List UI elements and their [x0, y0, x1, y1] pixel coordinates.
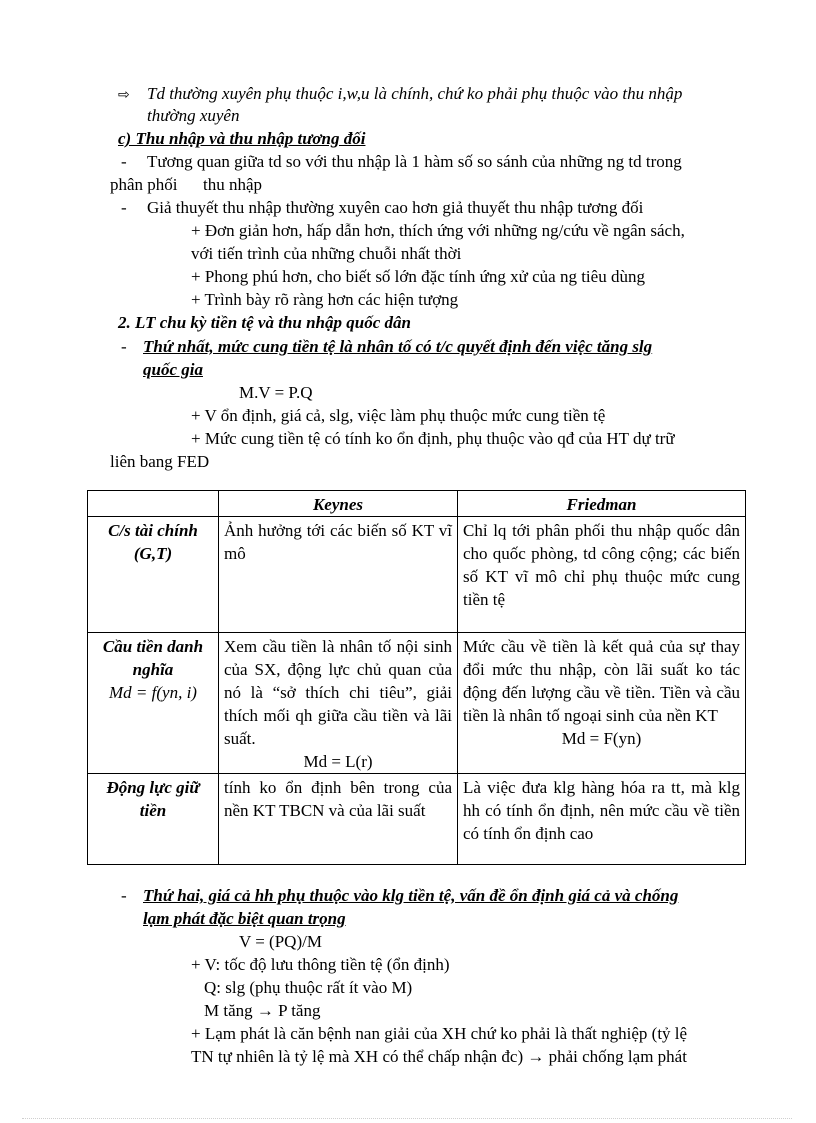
- bullet-dash: -: [121, 886, 127, 905]
- table-row: [88, 633, 746, 774]
- friedman-fiscal-policy: Chỉ lq tới phân phối thu nhập quốc dân cho quốc phòng, td công cộng; các biến số KT vĩ mô chỉ phụ thuộc mức cung tiền tệ: [458, 517, 746, 633]
- second-formula: V = (PQ)/M: [239, 932, 322, 951]
- section-2-first-line-1: Thứ nhất, mức cung tiền tệ là nhân tố có t/c quyết định đến việc tăng slg: [143, 337, 653, 356]
- header-keynes: Keynes: [219, 491, 458, 517]
- section-c-sub-3: + Trình bày rõ ràng hơn các hiện tượng: [191, 290, 459, 309]
- header-empty-cell: [88, 491, 219, 517]
- row-label-line: tiền: [139, 801, 167, 820]
- section-c-bullet-1-line-2: phân phối thu nhập: [110, 175, 263, 194]
- table-row: [88, 517, 746, 633]
- second-inflation-line-1: + Lạm phát là căn bệnh nan giải của XH chứ ko phải là thất nghiệp (tỷ lệ: [191, 1024, 688, 1043]
- bullet-dash: -: [121, 198, 127, 217]
- section-c-bullet-1-line-1: Tương quan giữa td so với thu nhập là 1 hàm số so sánh của những ng td trong: [147, 152, 682, 171]
- row-label-line: C/s tài chính: [108, 521, 198, 540]
- keynes-money-demand: [219, 633, 458, 774]
- section-c-bullet-2: Giả thuyết thu nhập thường xuyên cao hơn giả thuyết thu nhập tương đối: [147, 198, 644, 217]
- friedman-holding-motive: Là việc đưa klg hàng hóa ra tt, mà klg hh có tính ổn định, nên mức cầu về tiền có tính ổn định cao: [458, 774, 746, 865]
- section-c-sub-2: + Phong phú hơn, cho biết số lớn đặc tính ứng xử của ng tiêu dùng: [191, 267, 645, 286]
- header-friedman: Friedman: [458, 491, 746, 517]
- row-label-fiscal-policy: [88, 517, 219, 633]
- second-inflation-line-2: TN tự nhiên là tỷ lệ mà XH có thể chấp nhận đc) → phải chống lạm phát: [191, 1047, 687, 1066]
- table-row: [88, 774, 746, 865]
- section-2-point-2-line-1: + Mức cung tiền tệ có tính ko ổn định, phụ thuộc vào qđ của HT dự trữ: [191, 429, 675, 448]
- section-2-first-line-2: quốc gia: [143, 360, 203, 379]
- section-2-heading: 2. LT chu kỳ tiền tệ và thu nhập quốc dân: [118, 313, 411, 332]
- page-bottom-rule: [22, 1118, 792, 1119]
- second-v-definition: + V: tốc độ lưu thông tiền tệ (ổn định): [191, 955, 450, 974]
- row-label-line: Cầu tiền danh: [102, 637, 204, 656]
- money-demand-formula: Md = f(yn, i): [109, 683, 197, 702]
- intro-line-1: Td thường xuyên phụ thuộc i,w,u là chính, chứ ko phải phụ thuộc vào thu nhập: [147, 84, 683, 103]
- table-header-row: [88, 491, 746, 517]
- bullet-dash: -: [121, 337, 127, 356]
- row-label-money-demand: [88, 633, 219, 774]
- friedman-money-demand-text: Mức cầu về tiền là kết quả của sự thay đổi mức thu nhập, còn lãi suất ko tác động đến lượng cầu về tiền. Tiền và cầu tiền là nhân tố ngoại sinh của nền KT: [463, 637, 740, 725]
- intro-arrow: [118, 82, 130, 107]
- friedman-money-demand-formula: Md = F(yn): [561, 729, 642, 748]
- second-line-1: Thứ hai, giá cả hh phụ thuộc vào klg tiền tệ, vấn đề ổn định giá cả và chống: [143, 886, 679, 905]
- row-label-line: (G,T): [133, 544, 173, 563]
- section-2-point-2-line-2: liên bang FED: [110, 452, 210, 471]
- section-c-sub-1-line-1: + Đơn giản hơn, hấp dẫn hơn, thích ứng với những ng/cứu về ngân sách,: [191, 221, 685, 240]
- keynes-money-demand-text: Xem cầu tiền là nhân tố nội sinh của SX, động lực chủ quan của nó là “sở thích chi tiêu”, giải thích mối qh giữa cầu tiền và lãi suất.: [224, 637, 452, 748]
- intro-line-2: thường xuyên: [147, 106, 240, 125]
- second-line-2: lạm phát đặc biệt quan trọng: [143, 909, 346, 928]
- section-c-sub-1-line-2: với tiến trình của những chuỗi nhất thời: [191, 244, 462, 263]
- row-label-line: Động lực giữ: [106, 778, 200, 797]
- second-m-rise: M tăng → P tăng: [204, 1001, 321, 1020]
- section-c-heading: c) Thu nhập và thu nhập tương đối: [118, 129, 366, 148]
- second-q-definition: Q: slg (phụ thuộc rất ít vào M): [204, 978, 413, 997]
- section-2-formula: M.V = P.Q: [239, 383, 313, 402]
- double-arrow-right-icon: ⇨: [118, 87, 130, 103]
- row-label-holding-motive: [88, 774, 219, 865]
- keynes-money-demand-formula: Md = L(r): [303, 752, 373, 771]
- row-label-line: nghĩa: [132, 660, 174, 679]
- bullet-dash: -: [121, 152, 127, 171]
- section-2-point-1: + V ổn định, giá cả, slg, việc làm phụ thuộc mức cung tiền tệ: [191, 406, 606, 425]
- comparison-table: [87, 490, 746, 865]
- friedman-money-demand: [458, 633, 746, 774]
- keynes-holding-motive: tính ko ổn định bên trong của nền KT TBCN và của lãi suất: [219, 774, 458, 865]
- keynes-fiscal-policy: Ảnh hưởng tới các biến số KT vĩ mô: [219, 517, 458, 633]
